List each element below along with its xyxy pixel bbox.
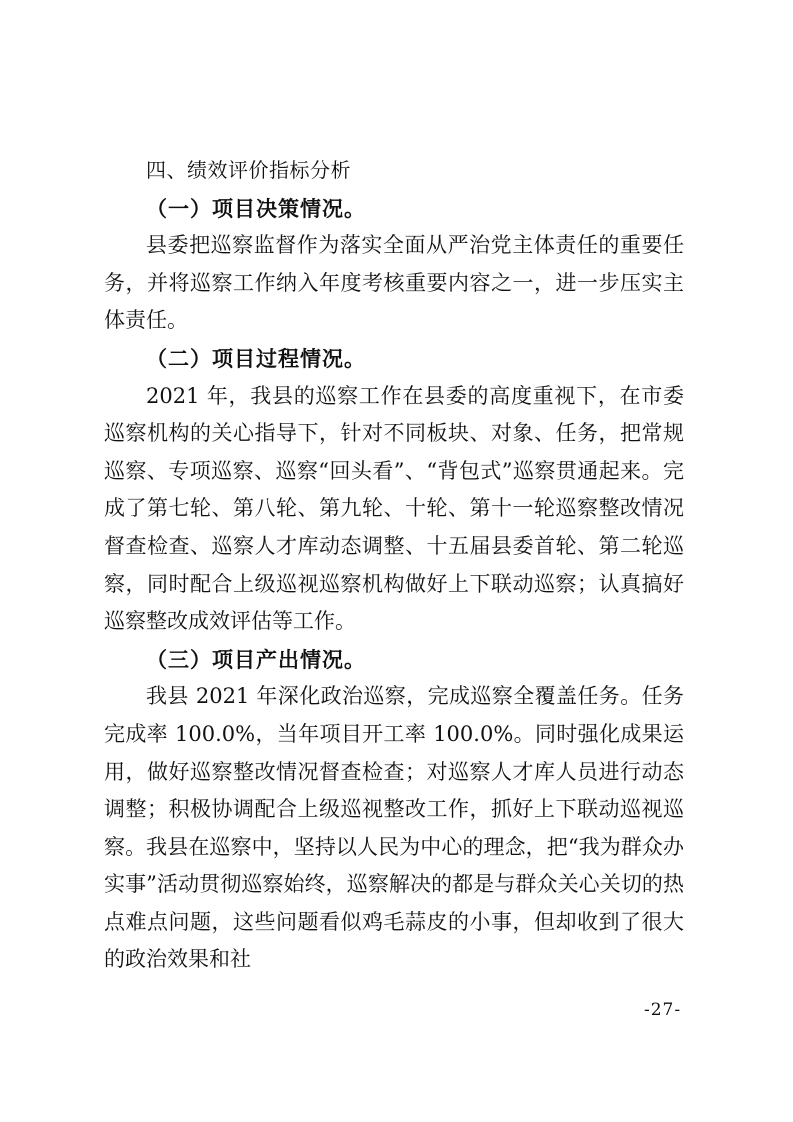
paragraph-decision: 县委把巡察监督作为落实全面从严治党主体责任的重要任务，并将巡察工作纳入年度考核重要内容之一，进一步压实主体责任。: [104, 233, 684, 333]
document-body: [104, 152, 684, 979]
page-number: -27-: [644, 1000, 682, 1020]
paragraph-output: 我县 2021 年深化政治巡察，完成巡察全覆盖任务。任务完成率 100.0%，当年项目开工率 100.0%。同时强化成果运用，做好巡察整改情况督查检查；对巡察人才库人员进行动态调整；积极协调配合上级巡视整改工作，抓好上下联动巡视巡察。我县在巡察中，坚持以人民为中心的理念，把“我为群众办实事”活动贯彻巡察始终，巡察解决的都是与群众关心关切的热点难点问题，这些问题看似鸡毛蒜皮的小事，但却收到了很大的政治效果和社: [104, 684, 684, 972]
section-heading: 四、绩效评价指标分析: [146, 158, 351, 182]
paragraph-process: 2021 年，我县的巡察工作在县委的高度重视下，在市委巡察机构的关心指导下，针对不同板块、对象、任务，把常规巡察、专项巡察、巡察“回头看”、“背包式”巡察贯通起来。完成了第七轮、第八轮、第九轮、十轮、第十一轮巡察整改情况督查检查、巡察人才库动态调整、十五届县委首轮、第二轮巡察，同时配合上级巡视巡察机构做好上下联动巡察；认真搞好巡察整改成效评估等工作。: [104, 383, 684, 634]
subsection-heading-output: （三）项目产出情况。: [146, 646, 366, 672]
subsection-heading-decision: （一）项目决策情况。: [146, 195, 366, 221]
subsection-heading-process: （二）项目过程情况。: [146, 345, 366, 371]
